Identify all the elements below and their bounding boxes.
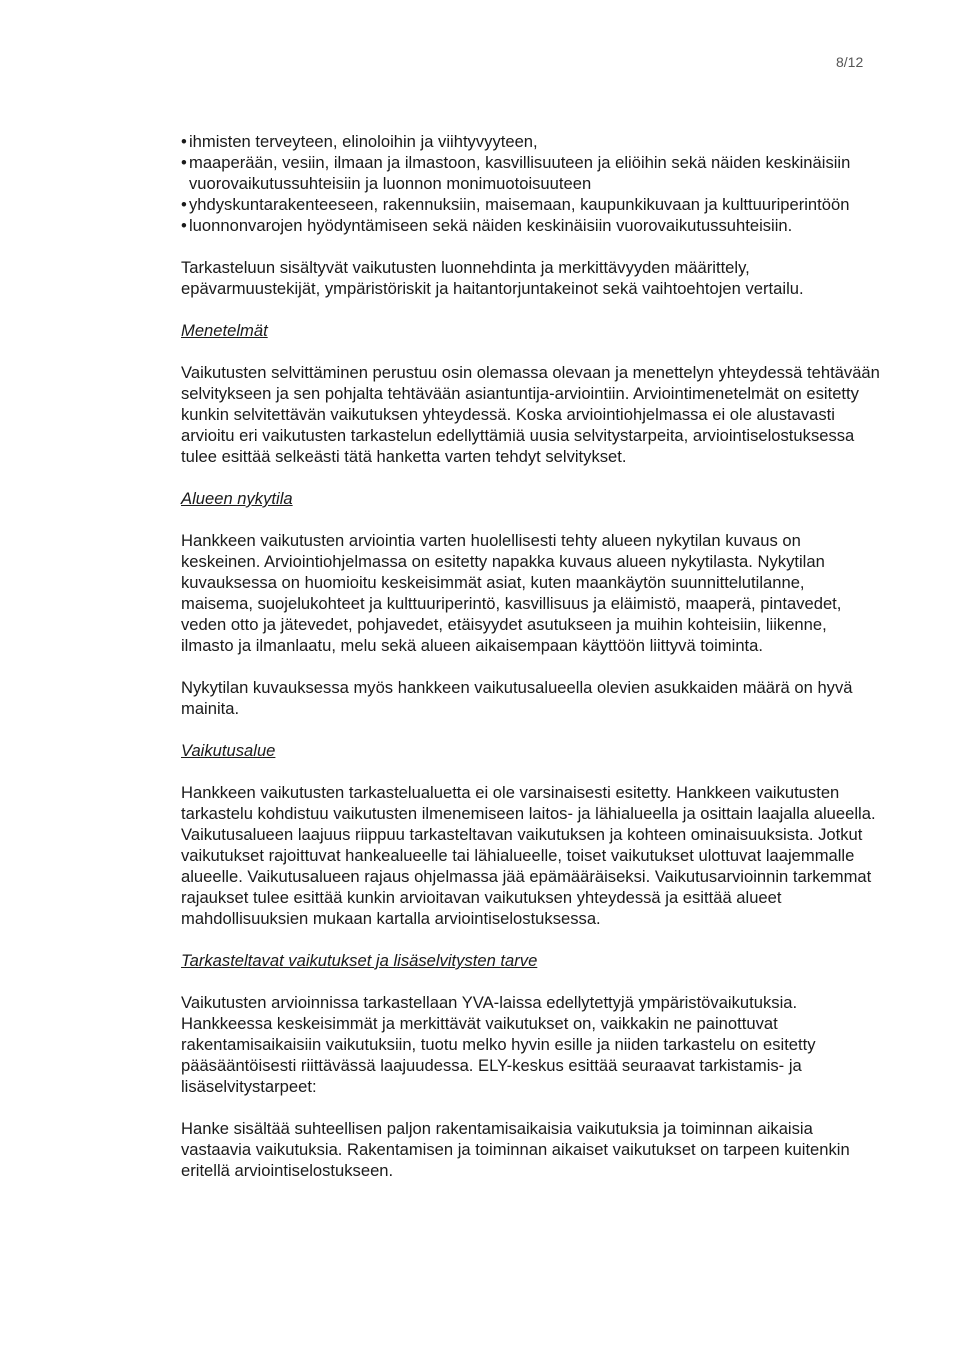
- paragraph-nykytila-2: Nykytilan kuvauksessa myös hankkeen vaikutusalueella olevien asukkaiden määrä on hyvä mainita.: [181, 678, 853, 718]
- list-item: • yhdyskuntarakenteeseen, rakennuksiin, maisemaan, kaupunkikuvaan ja kulttuuriperintöön: [181, 194, 881, 215]
- paragraph-menetelmat: Vaikutusten selvittäminen perustuu osin olemassa olevaan ja menettelyn yhteydessä tehtävään selvitykseen ja sen pohjalta tehtävään asiantuntija-arviointiin. Arviointimenetelmät on esitetty kunkin selvitettävän vaikutuksen yhteydessä. Koska arviointiohjelmassa ei ole alustavasti arvioitu eri vaikutusten tarkastelun edellyttämiä uusia selvitystarpeita, arviointiselostuksessa tulee esittää selkeästi tätä hanketta varten tehdyt selvitykset.: [181, 363, 880, 466]
- paragraph-tarkasteltavat-2: Hanke sisältää suhteellisen paljon rakentamisaikaisia vaikutuksia ja toiminnan aikaisia vastaavia vaikutuksia. Rakentamisen ja toiminnan aikaiset vaikutukset on tarpeen kuitenkin eritellä arviointiselostukseen.: [181, 1119, 850, 1180]
- list-item: • luonnonvarojen hyödyntämiseen sekä näiden keskinäisiin vuorovaikutussuhteisiin.: [181, 215, 881, 236]
- list-item: • maaperään, vesiin, ilmaan ja ilmastoon, kasvillisuuteen ja eliöihin sekä näiden keskinäisiin vuorovaikutussuhteisiin ja luonnon monimuotoisuuteen: [181, 152, 881, 194]
- section-heading-nykytila: Alueen nykytila: [181, 489, 293, 508]
- section-heading-menetelmat: Menetelmät: [181, 321, 268, 340]
- section-heading-tarkasteltavat: Tarkasteltavat vaikutukset ja lisäselvitysten tarve: [181, 951, 538, 970]
- document-body: [181, 131, 881, 1181]
- section-heading-vaikutusalue: Vaikutusalue: [181, 741, 276, 760]
- paragraph-tarkasteltavat-1: Vaikutusten arvioinnissa tarkastellaan YVA-laissa edellytettyjä ympäristövaikutuksia. Hankkeessa keskeisimmät ja merkittävät vaikutukset on, vaikkakin ne painottuvat rakentamisaikaisiin vaikutuksiin, tuotu melko hyvin esille ja niiden tarkastelu on esitetty pääsääntöisesti riittävässä laajuudessa. ELY-keskus esittää seuraavat tarkistamis- ja lisäselvitystarpeet:: [181, 993, 816, 1096]
- paragraph-vaikutusalue: Hankkeen vaikutusten tarkastelualuetta ei ole varsinaisesti esitetty. Hankkeen vaikutusten tarkastelu kohdistuu vaikutusten ilmenemiseen laitos- ja lähialueella ja osittain laajalla alueella. Vaikutusalueen laajuus riippuu tarkasteltavan vaikutuksen ja kohteen ominaisuuksista. Jotkut vaikutukset rajoittuvat hankealueelle tai lähialueelle, toiset vaikutukset ulottuvat laajemmalle alueelle. Vaikutusalueen rajaus ohjelmassa jää epämääräiseksi. Vaikutusarvioinnin tarkemmat rajaukset tulee esittää kunkin arvioitavan vaikutuksen yhteydessä ja esittää alueet mahdollisuuksien mukaan kartalla arviointiselostuksessa.: [181, 783, 876, 928]
- page-number: 8/12: [836, 54, 864, 70]
- impact-list: [181, 131, 881, 236]
- list-item: • ihmisten terveyteen, elinoloihin ja viihtyvyyteen,: [181, 131, 881, 152]
- paragraph-nykytila-1: Hankkeen vaikutusten arviointia varten huolellisesti tehty alueen nykytilan kuvaus on keskeinen. Arviointiohjelmassa on esitetty napakka kuvaus alueen nykytilasta. Nykytilan kuvauksessa on huomioitu keskeisimmät asiat, kuten maankäytön suunnittelutilanne, maisema, suojelukohteet ja kulttuuriperintö, kasvillisuus ja eläimistö, maaperä, pintavedet, veden otto ja jätevedet, pohjavedet, etäisyydet asutukseen ja muihin kohteisiin, liikenne, ilmasto ja ilmanlaatu, melu sekä alueen aikaisempaan käyttöön liittyvä toiminta.: [181, 531, 842, 655]
- intro-paragraph: Tarkasteluun sisältyvät vaikutusten luonnehdinta ja merkittävyyden määrittely, epävarmuustekijät, ympäristöriskit ja haitantorjuntakeinot sekä vaihtoehtojen vertailu.: [181, 258, 804, 298]
